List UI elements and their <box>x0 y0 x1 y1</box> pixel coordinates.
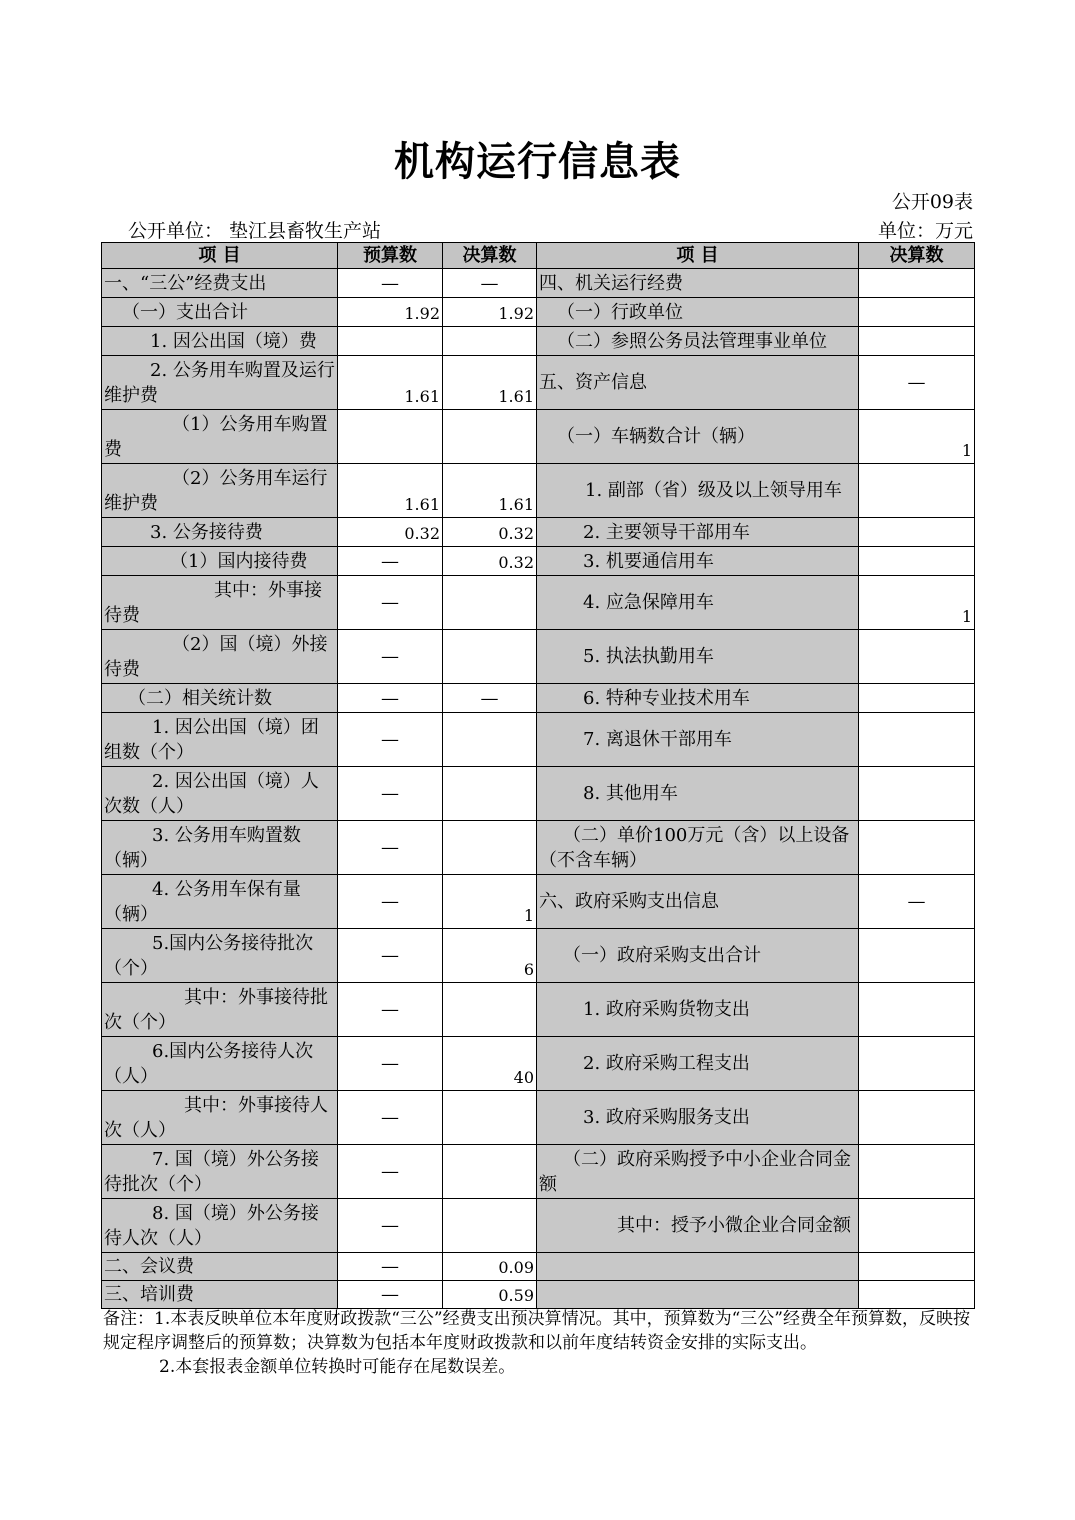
right-final-value <box>859 1037 975 1091</box>
table-row <box>102 767 975 821</box>
right-label: （一）车辆数合计（辆） <box>537 410 859 464</box>
budget-value: — <box>338 929 443 983</box>
table-row <box>102 410 975 464</box>
header-final-right: 决算数 <box>859 243 975 269</box>
final-value: 6 <box>443 929 537 983</box>
right-final-value <box>859 269 975 298</box>
right-label: 六、政府采购支出信息 <box>537 875 859 929</box>
header-final: 决算数 <box>443 243 537 269</box>
right-label: （二）参照公务员法管理事业单位 <box>537 327 859 356</box>
row-label: 8. 国（境）外公务接待人次（人） <box>102 1199 338 1253</box>
right-label: 2. 政府采购工程支出 <box>537 1037 859 1091</box>
right-final-value <box>859 983 975 1037</box>
header-item-left: 项 目 <box>102 243 338 269</box>
row-label: 二、会议费 <box>102 1253 338 1281</box>
right-label: 2. 主要领导干部用车 <box>537 518 859 547</box>
table-row <box>102 356 975 410</box>
final-value <box>443 713 537 767</box>
final-value: — <box>443 269 537 298</box>
right-label: 1. 副部（省）级及以上领导用车 <box>537 464 859 518</box>
row-label: 5.国内公务接待批次（个） <box>102 929 338 983</box>
row-label: 其中：外事接待人次（人） <box>102 1091 338 1145</box>
right-final-value <box>859 630 975 684</box>
table-row <box>102 875 975 929</box>
money-unit: 单位：万元 <box>877 220 973 242</box>
row-label: 三、培训费 <box>102 1281 338 1309</box>
row-label: 1. 因公出国（境）团组数（个） <box>102 713 338 767</box>
budget-value: — <box>338 767 443 821</box>
table-row <box>102 821 975 875</box>
row-label: 其中：外事接待费 <box>102 576 338 630</box>
right-final-value <box>859 1091 975 1145</box>
table-row <box>102 1091 975 1145</box>
right-final-value: 1 <box>859 410 975 464</box>
note-1: 备注：1.本表反映单位本年度财政拨款“三公”经费支出预决算情况。其中，预算数为“三公”经费全年预算数，反映按规定程序调整后的预算数；决算数为包括本年度财政拨款和以前年度结转资金安排的实际支出。 <box>103 1309 970 1353</box>
right-final-value <box>859 1281 975 1309</box>
right-label: （二）单价100万元（含）以上设备（不含车辆） <box>537 821 859 875</box>
header-budget: 预算数 <box>338 243 443 269</box>
right-final-value <box>859 929 975 983</box>
budget-value: — <box>338 1145 443 1199</box>
unit-row <box>100 216 973 242</box>
row-label: 1. 因公出国（境）费 <box>102 327 338 356</box>
final-value: 0.09 <box>443 1253 537 1281</box>
budget-value: — <box>338 1199 443 1253</box>
row-label: （1）国内接待费 <box>102 547 338 576</box>
header-item-right: 项 目 <box>537 243 859 269</box>
table-row <box>102 298 975 327</box>
final-value <box>443 1145 537 1199</box>
budget-value: — <box>338 630 443 684</box>
row-label: 7. 国（境）外公务接待批次（个） <box>102 1145 338 1199</box>
budget-value: — <box>338 547 443 576</box>
budget-value: — <box>338 269 443 298</box>
table-row <box>102 630 975 684</box>
right-label: 3. 政府采购服务支出 <box>537 1091 859 1145</box>
budget-value: — <box>338 821 443 875</box>
table-row <box>102 684 975 713</box>
final-value: 0.32 <box>443 547 537 576</box>
right-final-value <box>859 713 975 767</box>
final-value <box>443 767 537 821</box>
table-row <box>102 518 975 547</box>
right-label: 1. 政府采购货物支出 <box>537 983 859 1037</box>
final-value: 1.61 <box>443 464 537 518</box>
budget-value: — <box>338 1253 443 1281</box>
table-row <box>102 269 975 298</box>
table-row <box>102 929 975 983</box>
final-value: 1 <box>443 875 537 929</box>
row-label: （2）公务用车运行维护费 <box>102 464 338 518</box>
final-value <box>443 821 537 875</box>
right-final-value <box>859 464 975 518</box>
budget-value: — <box>338 576 443 630</box>
table-row <box>102 1281 975 1309</box>
right-label: 四、机关运行经费 <box>537 269 859 298</box>
table-row <box>102 1199 975 1253</box>
row-label: （二）相关统计数 <box>102 684 338 713</box>
table-row <box>102 713 975 767</box>
row-label: 2. 公务用车购置及运行维护费 <box>102 356 338 410</box>
right-label: 7. 离退休干部用车 <box>537 713 859 767</box>
final-value <box>443 410 537 464</box>
right-final-value: — <box>859 875 975 929</box>
table-row <box>102 547 975 576</box>
final-value: 1.92 <box>443 298 537 327</box>
right-label <box>537 1253 859 1281</box>
right-label: 5. 执法执勤用车 <box>537 630 859 684</box>
right-final-value <box>859 767 975 821</box>
table-header-row <box>102 243 975 269</box>
table-row <box>102 327 975 356</box>
final-value: — <box>443 684 537 713</box>
final-value: 0.59 <box>443 1281 537 1309</box>
row-label: 其中：外事接待批次（个） <box>102 983 338 1037</box>
row-label: 3. 公务接待费 <box>102 518 338 547</box>
info-table <box>101 242 975 1309</box>
final-value <box>443 1091 537 1145</box>
right-final-value <box>859 684 975 713</box>
right-final-value <box>859 298 975 327</box>
budget-value: — <box>338 1037 443 1091</box>
row-label: （1）公务用车购置费 <box>102 410 338 464</box>
budget-value: — <box>338 875 443 929</box>
right-label: （二）政府采购授予中小企业合同金额 <box>537 1145 859 1199</box>
reporting-unit: 公开单位： 垫江县畜牧生产站 <box>128 220 382 242</box>
right-final-value <box>859 327 975 356</box>
row-label: 4. 公务用车保有量（辆） <box>102 875 338 929</box>
right-label: （一）政府采购支出合计 <box>537 929 859 983</box>
right-final-value <box>859 821 975 875</box>
budget-value: 1.61 <box>338 356 443 410</box>
budget-value: 0.32 <box>338 518 443 547</box>
right-label: 五、资产信息 <box>537 356 859 410</box>
note-2: 2.本套报表金额单位转换时可能存在尾数误差。 <box>159 1357 516 1377</box>
table-row <box>102 464 975 518</box>
page-title: 机构运行信息表 <box>394 138 681 185</box>
right-label: 8. 其他用车 <box>537 767 859 821</box>
table-row <box>102 1037 975 1091</box>
notes <box>103 1307 975 1379</box>
budget-value <box>338 327 443 356</box>
right-label: 4. 应急保障用车 <box>537 576 859 630</box>
budget-value: — <box>338 713 443 767</box>
right-final-value: — <box>859 356 975 410</box>
right-final-value <box>859 1145 975 1199</box>
final-value <box>443 1199 537 1253</box>
budget-value: — <box>338 983 443 1037</box>
row-label: 6.国内公务接待人次（人） <box>102 1037 338 1091</box>
table-code: 公开09表 <box>891 191 973 213</box>
right-final-value: 1 <box>859 576 975 630</box>
budget-value: — <box>338 1281 443 1309</box>
final-value: 1.61 <box>443 356 537 410</box>
row-label: 一、“三公”经费支出 <box>102 269 338 298</box>
right-final-value <box>859 1199 975 1253</box>
right-label <box>537 1281 859 1309</box>
right-final-value <box>859 1253 975 1281</box>
right-final-value <box>859 547 975 576</box>
budget-value: — <box>338 684 443 713</box>
right-label: （一）行政单位 <box>537 298 859 327</box>
row-label: （2）国（境）外接待费 <box>102 630 338 684</box>
final-value <box>443 983 537 1037</box>
row-label: 3. 公务用车购置数（辆） <box>102 821 338 875</box>
right-label: 其中：授予小微企业合同金额 <box>537 1199 859 1253</box>
table-row <box>102 1253 975 1281</box>
table-row <box>102 576 975 630</box>
budget-value: 1.92 <box>338 298 443 327</box>
right-label: 6. 特种专业技术用车 <box>537 684 859 713</box>
row-label: （一）支出合计 <box>102 298 338 327</box>
right-final-value <box>859 518 975 547</box>
budget-value <box>338 410 443 464</box>
row-label: 2. 因公出国（境）人次数（人） <box>102 767 338 821</box>
budget-value: — <box>338 1091 443 1145</box>
budget-value: 1.61 <box>338 464 443 518</box>
final-value <box>443 576 537 630</box>
table-row <box>102 1145 975 1199</box>
table-row <box>102 983 975 1037</box>
final-value <box>443 327 537 356</box>
right-label: 3. 机要通信用车 <box>537 547 859 576</box>
final-value <box>443 630 537 684</box>
final-value: 0.32 <box>443 518 537 547</box>
final-value: 40 <box>443 1037 537 1091</box>
